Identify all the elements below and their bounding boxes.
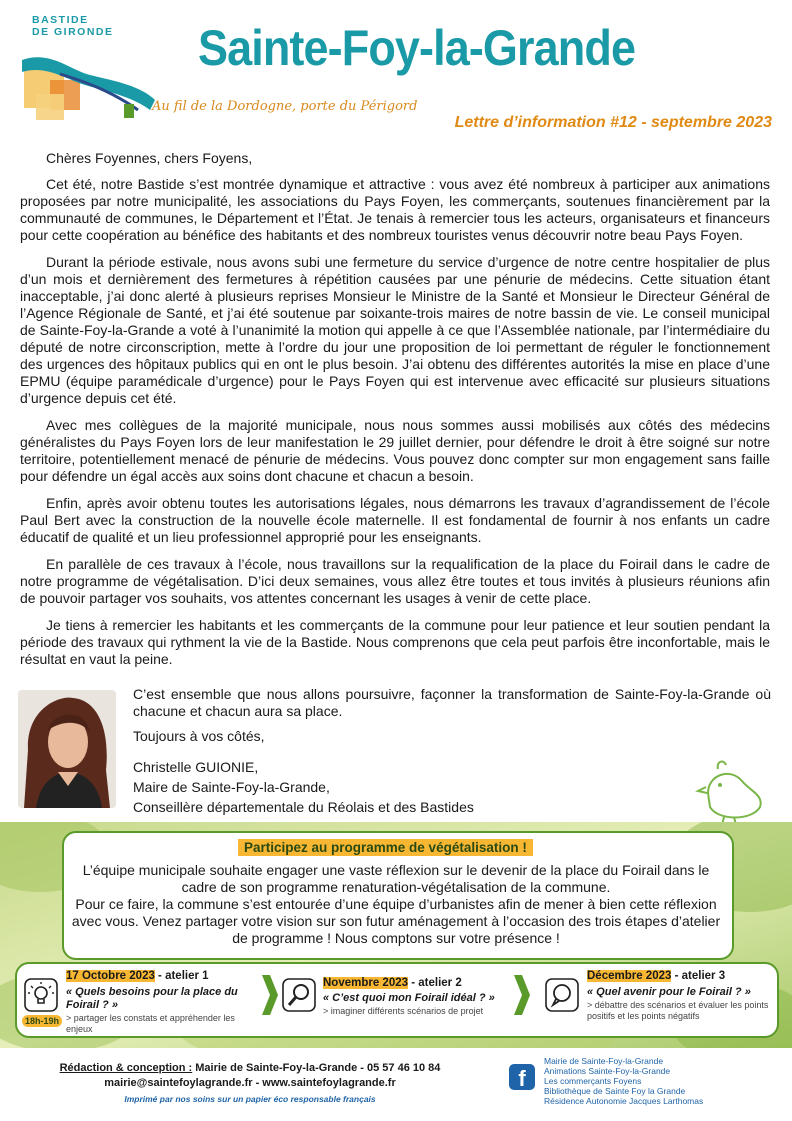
step-question: « C’est quoi mon Foirail idéal ? » bbox=[323, 992, 495, 1004]
brand-tagline bbox=[32, 14, 114, 38]
letter-paragraph: Durant la période estivale, nous avons subi une fermeture du service d’urgence de notre centre hospitalier de plus d’un mois et dernièrement des fermetures à répétition causées par une pénurie de médecins. Cette situation étant inacceptable, j’ai donc alerté à plusieurs reprises Monsieur le Ministre de la Santé et Monsieur le Directeur Général de l’Agence Régionale de Santé, et j’ai été soutenue par soixante-trois maires de notre bassin de vie. Le conseil municipal de Sainte-Foy-la-Grande a voté à l’unanimité la motion qui appelle à ce que l’Assemblée nationale, par l’intermédiaire du député de notre circonscription, mette à l’ordre du jour une proposition de loi permettant de réguler le fonctionnement des urgences des hôpitaux publics qui en ont le plus besoin. J’ai obtenu des différentes autorités la mise en place d’une EPMU (équipe paramédicale d’urgence) pour le Pays Foyen qui est intervenue avec efficacité sur plusieurs situations d’urgence depuis cet été. bbox=[20, 254, 770, 406]
credit-text: Mairie de Sainte-Foy-la-Grande - 05 57 46 10 84 bbox=[192, 1062, 441, 1074]
signer-name: Christelle GUIONIE, bbox=[133, 759, 259, 775]
step-workshop: - atelier 3 bbox=[671, 970, 726, 982]
brand-line1: BASTIDE bbox=[32, 14, 89, 26]
step-date: 17 Octobre 2023 bbox=[66, 970, 155, 982]
footer-credits bbox=[40, 1061, 460, 1104]
step-detail: > débattre des scénarios et évaluer les points positifs et les points négatifs bbox=[587, 1000, 769, 1021]
header bbox=[0, 0, 792, 140]
contact-line: mairie@saintefoylagrande.fr - www.saintefoylagrande.fr bbox=[104, 1077, 396, 1089]
facebook-page-link[interactable]: Bibliothèque de Sainte Foy la Grande bbox=[544, 1086, 686, 1096]
step-detail: > imaginer différents scénarios de projet bbox=[323, 1006, 484, 1016]
slogan: Au fil de la Dordogne, porte du Périgord bbox=[152, 99, 418, 114]
chat-bubble-icon bbox=[545, 978, 579, 1012]
credit-label: Rédaction & conception : bbox=[59, 1062, 193, 1074]
step-workshop: - atelier 1 bbox=[154, 970, 209, 982]
callout-paragraph: Pour ce faire, la commune s’est entourée d’une équipe d’urbanistes afin de mener à bien cette réflexion avec vous. Venez partager votre vision sur son futur aménagement à l’occasion des trois étapes d’atelier de programme ! Nous comptons sur votre présence ! bbox=[71, 896, 721, 946]
hours-badge: 18h-19h bbox=[22, 1015, 62, 1027]
step-question: « Quels besoins pour la place du Foirail ? » bbox=[66, 986, 238, 1011]
step-date: Décembre 2023 bbox=[587, 970, 672, 982]
signer-role: Conseillère départementale du Réolais et des Bastides bbox=[133, 799, 474, 815]
print-note: Imprimé par nos soins sur un papier éco responsable français bbox=[124, 1094, 376, 1104]
closing-text: C’est ensemble que nous allons poursuivre, façonner la transformation de Sainte-Foy-la-Grande où chacune et chacun aura sa place. bbox=[133, 686, 771, 719]
town-title: Sainte-Foy-la-Grande bbox=[198, 20, 636, 76]
letter-paragraph: En parallèle de ces travaux à l’école, nous travaillons sur la requalification de la place du Foirail dans le cadre de notre programme de végétalisation. D’ici deux semaines, vous allez être toutes et tous invités à plusieurs réunions afin de pouvoir partager vos souhaits, vos attentes concernant les usages à venir de cette place. bbox=[20, 556, 770, 606]
step-date: Novembre 2023 bbox=[323, 977, 409, 989]
mayor-letter bbox=[20, 150, 770, 678]
callout-body bbox=[66, 862, 726, 947]
greeting: Chères Foyennes, chers Foyens, bbox=[46, 150, 253, 166]
issue-label: Lettre d’information #12 - septembre 2023 bbox=[454, 114, 772, 131]
step-header bbox=[323, 977, 462, 989]
facebook-pages bbox=[544, 1056, 703, 1106]
town-logo-icon bbox=[20, 40, 170, 130]
facebook-icon[interactable]: f bbox=[509, 1064, 535, 1090]
step-detail: > partager les constats et appréhender les enjeux bbox=[66, 1013, 235, 1034]
letter-paragraph: Enfin, après avoir obtenu toutes les autorisations légales, nous démarrons les travaux d’agrandissement de l’école Paul Bert avec la construction de la nouvelle école maternelle. Il est fondamental de fournir à nos enfants un cadre éducatif de qualité et un lieu professionnel approprié pour les enseignants. bbox=[20, 495, 770, 545]
regards-text: Toujours à vos côtés, bbox=[133, 728, 265, 744]
bird-icon bbox=[690, 755, 770, 825]
magnifier-icon bbox=[282, 978, 316, 1012]
step-question: « Quel avenir pour le Foirail ? » bbox=[587, 986, 751, 998]
facebook-page-link[interactable]: Les commerçants Foyens bbox=[544, 1076, 642, 1086]
signature-block bbox=[133, 686, 771, 817]
credit-line bbox=[40, 1061, 460, 1076]
facebook-page-link[interactable]: Animations Sainte-Foy-la-Grande bbox=[544, 1066, 671, 1076]
callout-paragraph: L’équipe municipale souhaite engager une vaste réflexion sur le devenir de la place du Foirail dans le cadre de son programme renaturation-végétalisation de la commune. bbox=[82, 862, 710, 895]
callout-title: Participez au programme de végétalisation ! bbox=[238, 839, 533, 856]
chevron-right-icon bbox=[514, 975, 530, 1015]
facebook-page-link[interactable]: Mairie de Sainte-Foy-la-Grande bbox=[544, 1056, 664, 1066]
chevron-right-icon bbox=[262, 975, 278, 1015]
step-workshop: - atelier 2 bbox=[408, 977, 462, 989]
lightbulb-icon bbox=[24, 978, 58, 1012]
letter-paragraph: Je tiens à remercier les habitants et les commerçants de la commune pour leur patience et leur soutien pendant la période des travaux qui rythment la vie de la Bastide. Nous comprenons que cela peut parfois être inconfortable, mais le résultat en vaut la peine. bbox=[20, 617, 770, 667]
mayor-portrait bbox=[18, 690, 116, 808]
letter-paragraph: Avec mes collègues de la majorité municipale, nous nous sommes aussi mobilisés aux côtés des médecins généralistes du Pays Foyen lors de leur manifestation le 29 juillet dernier, pour défendre le droit à être soigné sur notre territoire, potentiellement menacé de pénurie de médecins. Vous pouvez donc compter sur mon engagement sans faille pour défendre un égal accès aux soins dont chacune et chacun a besoin. bbox=[20, 417, 770, 484]
step-header bbox=[66, 970, 209, 982]
step-header bbox=[587, 970, 725, 982]
brand-line2: DE GIRONDE bbox=[32, 26, 114, 38]
facebook-page-link[interactable]: Résidence Autonomie Jacques Larthomas bbox=[544, 1096, 704, 1106]
letter-paragraph: Cet été, notre Bastide s’est montrée dynamique et attractive : vous avez été nombreux à participer aux animations proposées par notre municipalité, les associations du Pays Foyen, les commerçants, soutenues financièrement par la communauté de communes, le Département et l’État. Je tenais à remercier tous les acteurs, organisateurs et financeurs pour cette coopération au bénéfice des habitants et des nombreux touristes venus découvrir notre beau Pays Foyen. bbox=[20, 176, 770, 243]
signer-role: Maire de Sainte-Foy-la-Grande, bbox=[133, 779, 330, 795]
